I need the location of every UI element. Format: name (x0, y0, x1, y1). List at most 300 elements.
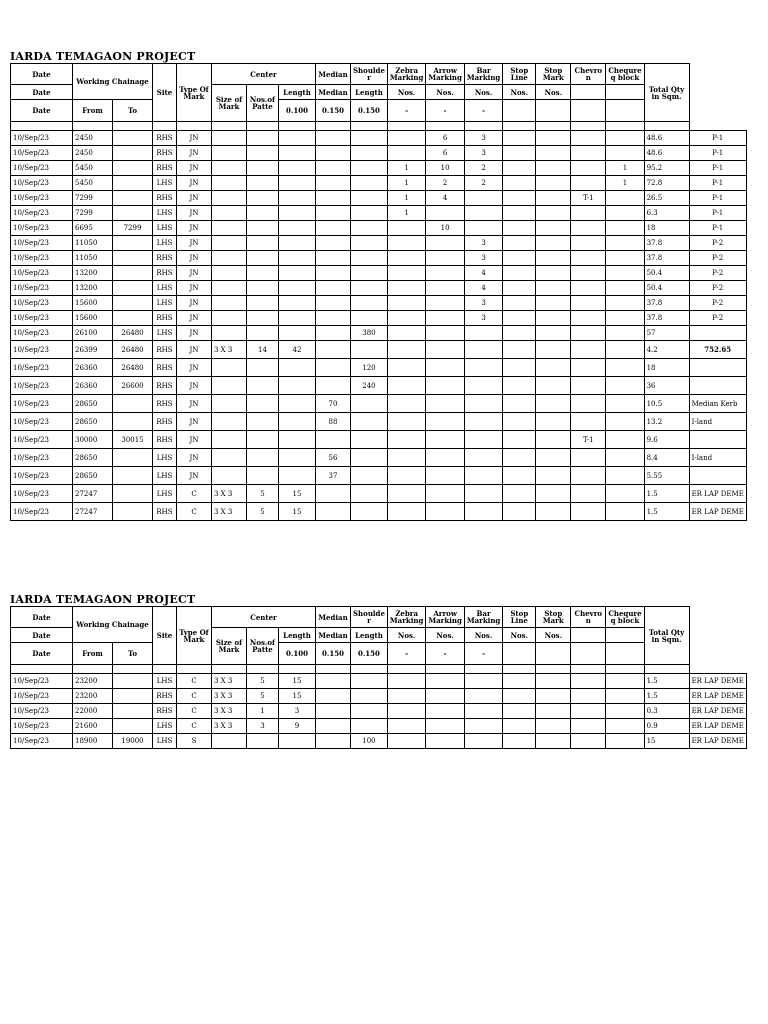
column-header: Median (316, 64, 351, 85)
table-cell (464, 734, 502, 749)
rate-value: - (464, 643, 502, 665)
table-cell: RHS (153, 251, 177, 266)
table-cell (606, 377, 644, 395)
table-cell (279, 413, 316, 431)
table-cell: 3 (464, 251, 502, 266)
table-cell (316, 176, 351, 191)
column-header: Length (279, 628, 316, 643)
table-cell: JN (177, 431, 212, 449)
table-cell: 0.3 (644, 704, 689, 719)
column-header: Length (351, 85, 388, 100)
table-cell (426, 503, 464, 521)
table-cell: 10/Sep/23 (11, 503, 73, 521)
column-header: Nos. (503, 628, 536, 643)
table-cell (464, 704, 502, 719)
table-cell (387, 266, 425, 281)
table-cell (571, 311, 606, 326)
table-cell: P-2 (689, 251, 746, 266)
table-cell (606, 413, 644, 431)
table-cell: 23200 (73, 674, 113, 689)
table-cell: 11050 (73, 251, 113, 266)
table-cell: 26100 (73, 326, 113, 341)
table-cell (279, 359, 316, 377)
table-cell: RHS (153, 161, 177, 176)
table-cell: 1 (387, 176, 425, 191)
table-cell: 3 (464, 311, 502, 326)
table-cell (113, 503, 153, 521)
table-row (11, 296, 747, 311)
table-cell: 10/Sep/23 (11, 395, 73, 413)
table-cell (212, 281, 247, 296)
table-row (11, 449, 747, 467)
table-cell (536, 221, 571, 236)
table-cell: 3 X 3 (212, 719, 247, 734)
column-header: From (73, 643, 113, 665)
table-cell: 5450 (73, 176, 113, 191)
table-cell: 10/Sep/23 (11, 734, 73, 749)
table-cell: 3 X 3 (212, 674, 247, 689)
table-cell (387, 449, 425, 467)
table-cell: 50.4 (644, 266, 689, 281)
table-cell (316, 311, 351, 326)
table-cell: S (177, 734, 212, 749)
table-cell: 15 (644, 734, 689, 749)
table-cell (316, 221, 351, 236)
table-cell (503, 206, 536, 221)
table-cell: P-1 (689, 206, 746, 221)
table-cell: 10/Sep/23 (11, 413, 73, 431)
table-cell: 6695 (73, 221, 113, 236)
column-header: Length (279, 85, 316, 100)
table-cell: ER LAP DEME (689, 689, 746, 704)
table-cell (113, 689, 153, 704)
blank-cell (571, 643, 606, 665)
table-cell (316, 431, 351, 449)
table-cell: RHS (153, 191, 177, 206)
table-cell (426, 326, 464, 341)
table-cell (279, 206, 316, 221)
table-cell (606, 191, 644, 206)
column-header: Chequre q block (606, 607, 644, 628)
table-cell (571, 395, 606, 413)
marking-table (10, 63, 747, 521)
table-cell: 3 (464, 236, 502, 251)
table-cell (247, 236, 279, 251)
table-cell (279, 131, 316, 146)
column-header: Zebra Marking (387, 607, 425, 628)
table-cell: RHS (153, 413, 177, 431)
table-cell: ER LAP DEME (689, 719, 746, 734)
table-cell (503, 719, 536, 734)
blank-cell (689, 85, 746, 100)
table-cell: 28650 (73, 449, 113, 467)
table-cell (279, 251, 316, 266)
table-cell (426, 689, 464, 704)
table-cell: 15600 (73, 296, 113, 311)
column-header: Working Chainage (73, 64, 153, 100)
table-cell (387, 467, 425, 485)
table-cell (387, 281, 425, 296)
table-cell: 380 (351, 326, 388, 341)
table-cell: 22000 (73, 704, 113, 719)
table-row (11, 359, 747, 377)
table-cell (464, 467, 502, 485)
table-cell (212, 146, 247, 161)
table-cell (571, 176, 606, 191)
table-cell (247, 311, 279, 326)
table-cell: JN (177, 176, 212, 191)
table-cell: 5 (247, 485, 279, 503)
table-cell (426, 359, 464, 377)
table-cell (351, 146, 388, 161)
table-cell: 240 (351, 377, 388, 395)
table-cell (113, 266, 153, 281)
table-cell: 5 (247, 689, 279, 704)
table-cell (351, 395, 388, 413)
table-cell: 3 (279, 704, 316, 719)
table-cell (426, 704, 464, 719)
table-cell (113, 161, 153, 176)
table-cell: LHS (153, 206, 177, 221)
table-cell: 3 X 3 (212, 503, 247, 521)
table-cell (113, 395, 153, 413)
table-cell: 1 (387, 191, 425, 206)
table-cell (387, 431, 425, 449)
table-cell (212, 266, 247, 281)
table-cell (503, 449, 536, 467)
table-cell (279, 146, 316, 161)
column-header: Date (11, 85, 73, 100)
table-cell (426, 734, 464, 749)
table-cell: 10/Sep/23 (11, 449, 73, 467)
table-cell (316, 251, 351, 266)
table-cell (212, 296, 247, 311)
column-header: Nos. (426, 628, 464, 643)
table-cell (212, 236, 247, 251)
table-cell (464, 503, 502, 521)
table-cell (113, 191, 153, 206)
table-cell (247, 734, 279, 749)
table-cell: 10/Sep/23 (11, 674, 73, 689)
table-cell: 10/Sep/23 (11, 704, 73, 719)
table-cell (503, 485, 536, 503)
table-cell: 7299 (73, 206, 113, 221)
table-cell (464, 674, 502, 689)
table-cell (571, 689, 606, 704)
table-cell (212, 251, 247, 266)
rate-value: - (387, 643, 425, 665)
table-cell (212, 377, 247, 395)
table-cell (464, 719, 502, 734)
table-cell (503, 161, 536, 176)
table-cell: 4.2 (644, 341, 689, 359)
table-cell: 10/Sep/23 (11, 719, 73, 734)
table-cell: 37.8 (644, 311, 689, 326)
table-cell (387, 377, 425, 395)
table-cell: 8.4 (644, 449, 689, 467)
table-cell: 3 (247, 719, 279, 734)
table-cell (689, 326, 746, 341)
table-cell (464, 395, 502, 413)
table-cell: 1.5 (644, 689, 689, 704)
table-cell (316, 734, 351, 749)
table-cell: ER LAP DEME (689, 734, 746, 749)
table-cell (426, 266, 464, 281)
table-row (11, 146, 747, 161)
table-cell (606, 485, 644, 503)
column-header: Arrow Marking (426, 64, 464, 85)
rate-value: - (387, 100, 425, 122)
table-cell (316, 326, 351, 341)
rate-value: - (464, 100, 502, 122)
table-cell (387, 359, 425, 377)
table-cell: LHS (153, 734, 177, 749)
table-cell (279, 449, 316, 467)
table-cell (503, 326, 536, 341)
table-cell (351, 296, 388, 311)
table-cell: 19000 (113, 734, 153, 749)
table-cell (351, 236, 388, 251)
rate-value: 0.150 (316, 100, 351, 122)
table-cell: 2 (426, 176, 464, 191)
table-cell: JN (177, 377, 212, 395)
table-cell (247, 176, 279, 191)
table-cell (503, 266, 536, 281)
table-cell (571, 413, 606, 431)
table-cell: 18 (644, 221, 689, 236)
table-cell: LHS (153, 176, 177, 191)
table-cell: RHS (153, 704, 177, 719)
table-cell: 10/Sep/23 (11, 431, 73, 449)
table-cell (351, 674, 388, 689)
table-cell: I-land (689, 449, 746, 467)
table-cell (606, 734, 644, 749)
table-cell (426, 395, 464, 413)
project-title: IARDA TEMAGAON PROJECT (10, 50, 196, 63)
table-cell: 21600 (73, 719, 113, 734)
table-cell: P-1 (689, 176, 746, 191)
table-cell (351, 161, 388, 176)
table-cell (536, 326, 571, 341)
table-cell (351, 449, 388, 467)
table-cell: 10/Sep/23 (11, 266, 73, 281)
table-row (11, 266, 747, 281)
table-cell (316, 161, 351, 176)
table-cell (387, 311, 425, 326)
table-cell (571, 674, 606, 689)
table-cell: P-1 (689, 131, 746, 146)
table-cell (571, 281, 606, 296)
table-cell (426, 431, 464, 449)
table-cell: 5 (247, 503, 279, 521)
table-cell: 15 (279, 485, 316, 503)
table-cell (113, 467, 153, 485)
table-cell: 56 (316, 449, 351, 467)
table-cell (387, 689, 425, 704)
table-cell: JN (177, 161, 212, 176)
table-cell: 3 (464, 296, 502, 311)
blank-cell (571, 100, 606, 122)
blank-cell (606, 628, 644, 643)
table-cell (316, 377, 351, 395)
table-cell (536, 296, 571, 311)
table-cell (113, 251, 153, 266)
table-cell (212, 467, 247, 485)
table-cell (503, 395, 536, 413)
table-cell (606, 311, 644, 326)
table-cell (387, 503, 425, 521)
table-cell (212, 206, 247, 221)
table-cell (536, 704, 571, 719)
table-cell (503, 236, 536, 251)
table-cell (606, 674, 644, 689)
table-cell (503, 146, 536, 161)
table-cell: 18 (644, 359, 689, 377)
table-cell (606, 359, 644, 377)
table-row (11, 734, 747, 749)
table-cell (606, 449, 644, 467)
table-cell: 1 (606, 161, 644, 176)
table-cell (571, 734, 606, 749)
table-cell (212, 449, 247, 467)
table-cell (279, 281, 316, 296)
rate-value: - (426, 643, 464, 665)
table-cell (113, 485, 153, 503)
table-cell: JN (177, 236, 212, 251)
column-header: Stop Mark (536, 607, 571, 628)
table-cell: JN (177, 413, 212, 431)
table-cell (426, 281, 464, 296)
table-cell (387, 296, 425, 311)
table-cell: 10/Sep/23 (11, 206, 73, 221)
table-cell (279, 395, 316, 413)
blank-cell (689, 100, 746, 122)
table-cell (351, 221, 388, 236)
table-cell (606, 206, 644, 221)
blank-cell (689, 607, 746, 628)
column-header: Size of Mark (212, 85, 247, 122)
table-cell: 3 X 3 (212, 341, 247, 359)
column-header: Bar Marking (464, 64, 502, 85)
column-header: Stop Line (503, 64, 536, 85)
column-header: Nos. (536, 628, 571, 643)
table-cell: JN (177, 191, 212, 206)
table-cell (464, 191, 502, 206)
table-cell: 10 (426, 161, 464, 176)
table-cell: 10/Sep/23 (11, 161, 73, 176)
column-header: Type Of Mark (177, 607, 212, 665)
table-cell: 1 (606, 176, 644, 191)
table-cell: 3 X 3 (212, 689, 247, 704)
table-cell: 28650 (73, 467, 113, 485)
table-row (11, 131, 747, 146)
table-cell: 2 (464, 161, 502, 176)
table-cell: 10/Sep/23 (11, 146, 73, 161)
table-cell: I-land (689, 413, 746, 431)
table-cell (387, 251, 425, 266)
table-cell (113, 176, 153, 191)
table-cell: C (177, 485, 212, 503)
table-cell: C (177, 689, 212, 704)
table-cell (536, 689, 571, 704)
table-cell (606, 221, 644, 236)
table-cell (247, 221, 279, 236)
table-cell: 13200 (73, 281, 113, 296)
table-cell (606, 431, 644, 449)
table-row (11, 413, 747, 431)
table-cell: 6 (426, 146, 464, 161)
table-cell: ER LAP DEME (689, 485, 746, 503)
table-cell: 23200 (73, 689, 113, 704)
table-cell: 6.3 (644, 206, 689, 221)
table-row (11, 674, 747, 689)
column-header: Nos. (387, 85, 425, 100)
table-cell (503, 281, 536, 296)
table-cell: 4 (426, 191, 464, 206)
table-cell: 10/Sep/23 (11, 251, 73, 266)
table-cell: P-1 (689, 161, 746, 176)
table-cell: 37.8 (644, 296, 689, 311)
table-cell: RHS (153, 689, 177, 704)
table-cell: JN (177, 449, 212, 467)
table-cell: 10/Sep/23 (11, 221, 73, 236)
table-cell: 26360 (73, 377, 113, 395)
table-cell (426, 719, 464, 734)
table-cell (606, 341, 644, 359)
table-cell (426, 296, 464, 311)
table-cell (464, 449, 502, 467)
column-header: Length (351, 628, 388, 643)
table-cell (571, 503, 606, 521)
blank-cell (689, 628, 746, 643)
table-row (11, 281, 747, 296)
table-cell (464, 359, 502, 377)
table-cell (387, 485, 425, 503)
table-cell: 10/Sep/23 (11, 311, 73, 326)
table-cell (212, 161, 247, 176)
table-cell: RHS (153, 431, 177, 449)
table-cell (571, 206, 606, 221)
table-cell (464, 431, 502, 449)
table-cell: P-1 (689, 146, 746, 161)
column-header: Size of Mark (212, 628, 247, 665)
table-cell: RHS (153, 377, 177, 395)
table-cell (606, 503, 644, 521)
table-cell: 2450 (73, 131, 113, 146)
table-cell (426, 674, 464, 689)
table-cell: 26480 (113, 326, 153, 341)
table-cell (536, 467, 571, 485)
table-cell: 26480 (113, 359, 153, 377)
table-cell (464, 206, 502, 221)
table-cell (426, 467, 464, 485)
table-cell (571, 467, 606, 485)
table-cell (536, 395, 571, 413)
table-cell (503, 377, 536, 395)
table-cell (571, 236, 606, 251)
table-cell: RHS (153, 131, 177, 146)
table-cell: LHS (153, 236, 177, 251)
table-cell: 10/Sep/23 (11, 485, 73, 503)
table-cell (387, 734, 425, 749)
column-header: From (73, 100, 113, 122)
table-cell: LHS (153, 281, 177, 296)
table-cell (279, 266, 316, 281)
column-header: Total Qty in Sqm. (644, 607, 689, 665)
table-cell (426, 377, 464, 395)
table-cell: 15 (279, 674, 316, 689)
table-cell: ER LAP DEME (689, 674, 746, 689)
